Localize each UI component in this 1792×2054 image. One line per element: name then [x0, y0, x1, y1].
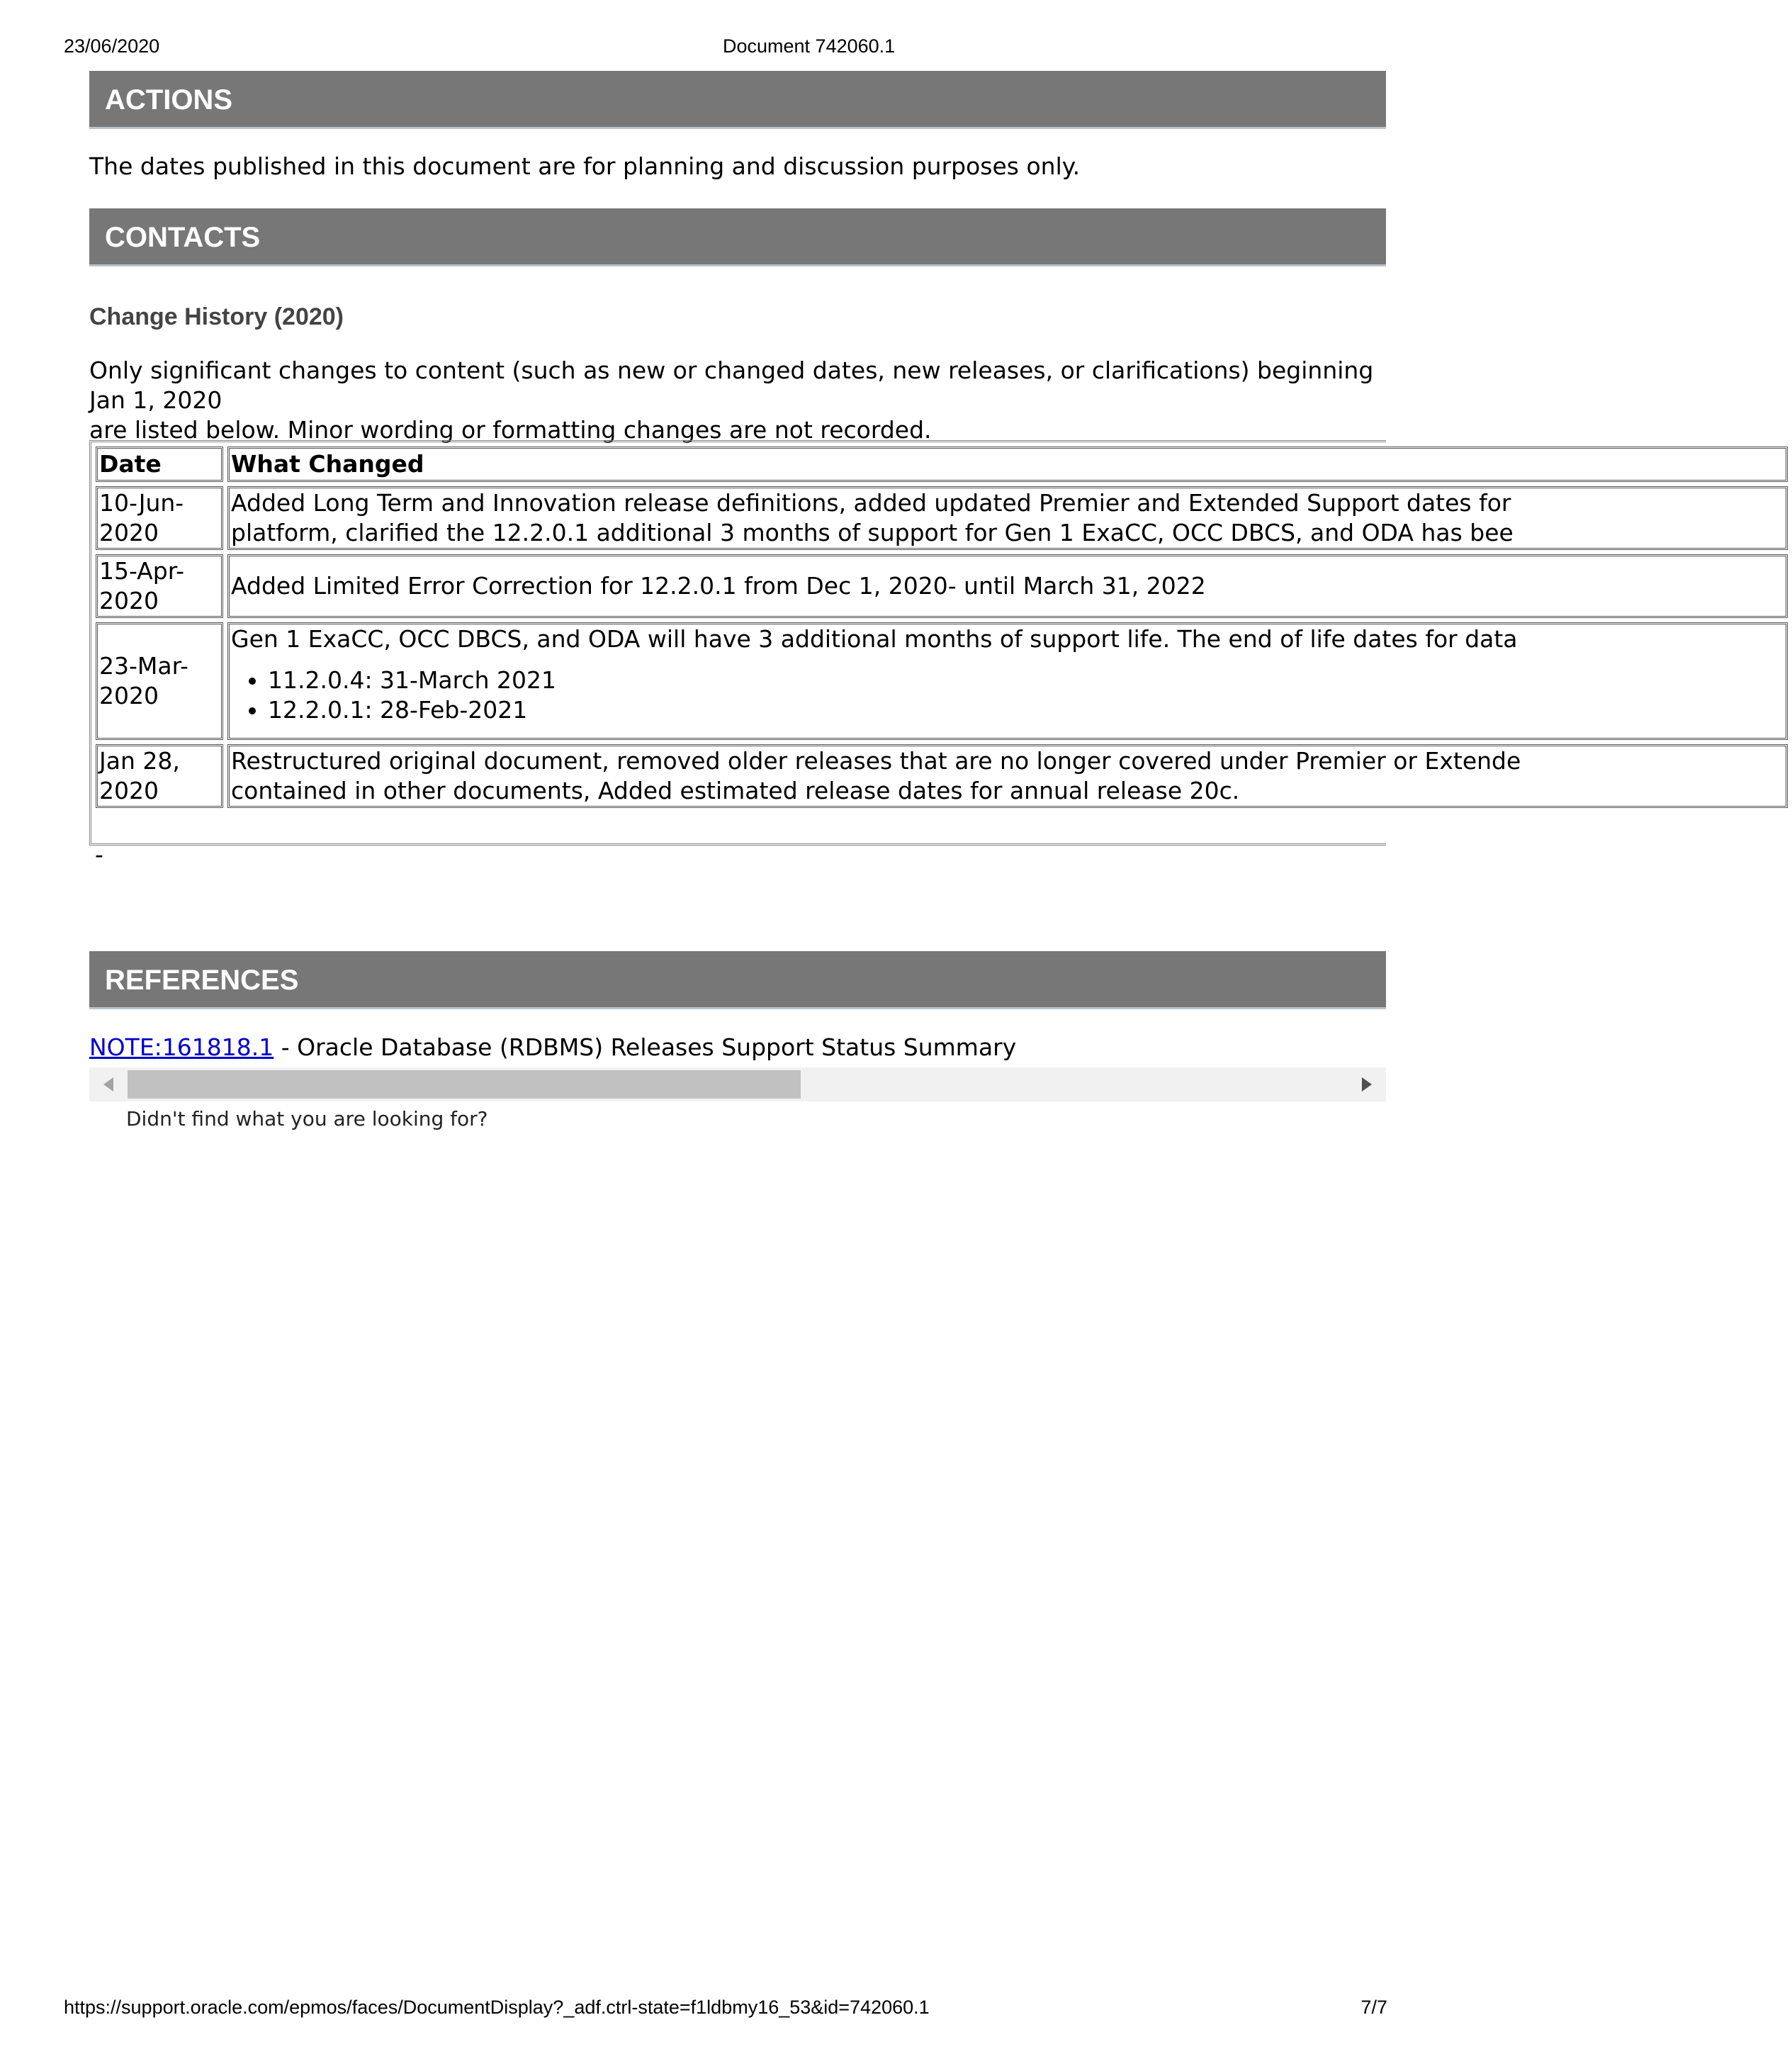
scroll-right-arrow-icon[interactable]: [1362, 1077, 1372, 1091]
change-cell: Added Limited Error Correction for 12.2.0.1 from Dec 1, 2020- until March 31, 2022: [227, 554, 1788, 618]
print-date: 23/06/2020: [64, 35, 160, 57]
column-header-date: Date: [96, 447, 223, 482]
scrollbar-thumb[interactable]: [128, 1070, 801, 1099]
intro-line: are listed below. Minor wording or formatting changes are not recorded.: [89, 416, 932, 444]
feedback-prompt[interactable]: Didn't find what you are looking for?: [126, 1107, 488, 1130]
table-row: [96, 486, 1788, 550]
actions-section-header: ACTIONS: [89, 71, 1386, 129]
table-row: [96, 744, 1788, 808]
trailing-dash: -: [95, 841, 103, 868]
contacts-section-header: CONTACTS: [89, 208, 1386, 266]
date-cell: Jan 28, 2020: [96, 744, 223, 808]
change-history-heading: Change History (2020): [89, 303, 344, 330]
table-row: [96, 622, 1788, 740]
change-cell: Restructured original document, removed older releases that are no longer covered under Premier or Extende contained in other documents, Added estimated release dates for annual release 20c.: [227, 744, 1788, 808]
change-history-table: [91, 442, 1792, 812]
reference-item: [89, 1033, 1016, 1062]
column-header-what-changed: What Changed: [227, 447, 1788, 482]
print-header: [0, 35, 1451, 61]
change-cell: Gen 1 ExaCC, OCC DBCS, and ODA will have 3 additional months of support life. The end of life dates for data • 11.2.0.4: 31-March 2021 • 12.2.0.1: 28-Feb-2021: [227, 622, 1788, 740]
reference-link[interactable]: NOTE:161818.1: [89, 1033, 274, 1061]
release-end-dates-list: [268, 666, 1784, 725]
references-section-header: REFERENCES: [89, 951, 1386, 1009]
print-url: https://support.oracle.com/epmos/faces/DocumentDisplay?_adf.ctrl-state=f1ldbmy16_53&id=742060.1: [64, 1997, 930, 2018]
change-history-table-container: [89, 440, 1521, 846]
change-cell: Added Long Term and Innovation release definitions, added updated Premier and Extended Support dates for platform, clarified the 12.2.0.1 additional 3 months of support for Gen 1 ExaCC, OCC DBCS, and ODA has bee: [227, 486, 1788, 550]
date-cell: 23-Mar- 2020: [96, 622, 223, 740]
table-row: [96, 554, 1788, 618]
date-cell: 10-Jun- 2020: [96, 486, 223, 550]
list-item: • 12.2.0.1: 28-Feb-2021: [268, 695, 1784, 725]
actions-text: The dates published in this document are for planning and discussion purposes only.: [89, 152, 1081, 180]
intro-line: Only significant changes to content (such as new or changed dates, new releases, or clarifications) beginning Jan 1, 2020: [89, 357, 1374, 414]
date-cell: 15-Apr- 2020: [96, 554, 223, 618]
print-document-title: Document 742060.1: [723, 35, 896, 57]
horizontal-scrollbar[interactable]: [89, 1067, 1386, 1101]
scroll-left-arrow-icon[interactable]: [103, 1077, 113, 1091]
change-history-intro: [89, 356, 1386, 445]
print-page-number: 7/7: [1360, 1997, 1387, 2018]
print-footer: [0, 1997, 1451, 2022]
table-header-row: [96, 447, 1788, 482]
list-item: • 11.2.0.4: 31-March 2021: [268, 666, 1784, 695]
reference-description: - Oracle Database (RDBMS) Releases Support Status Summary: [274, 1033, 1017, 1061]
